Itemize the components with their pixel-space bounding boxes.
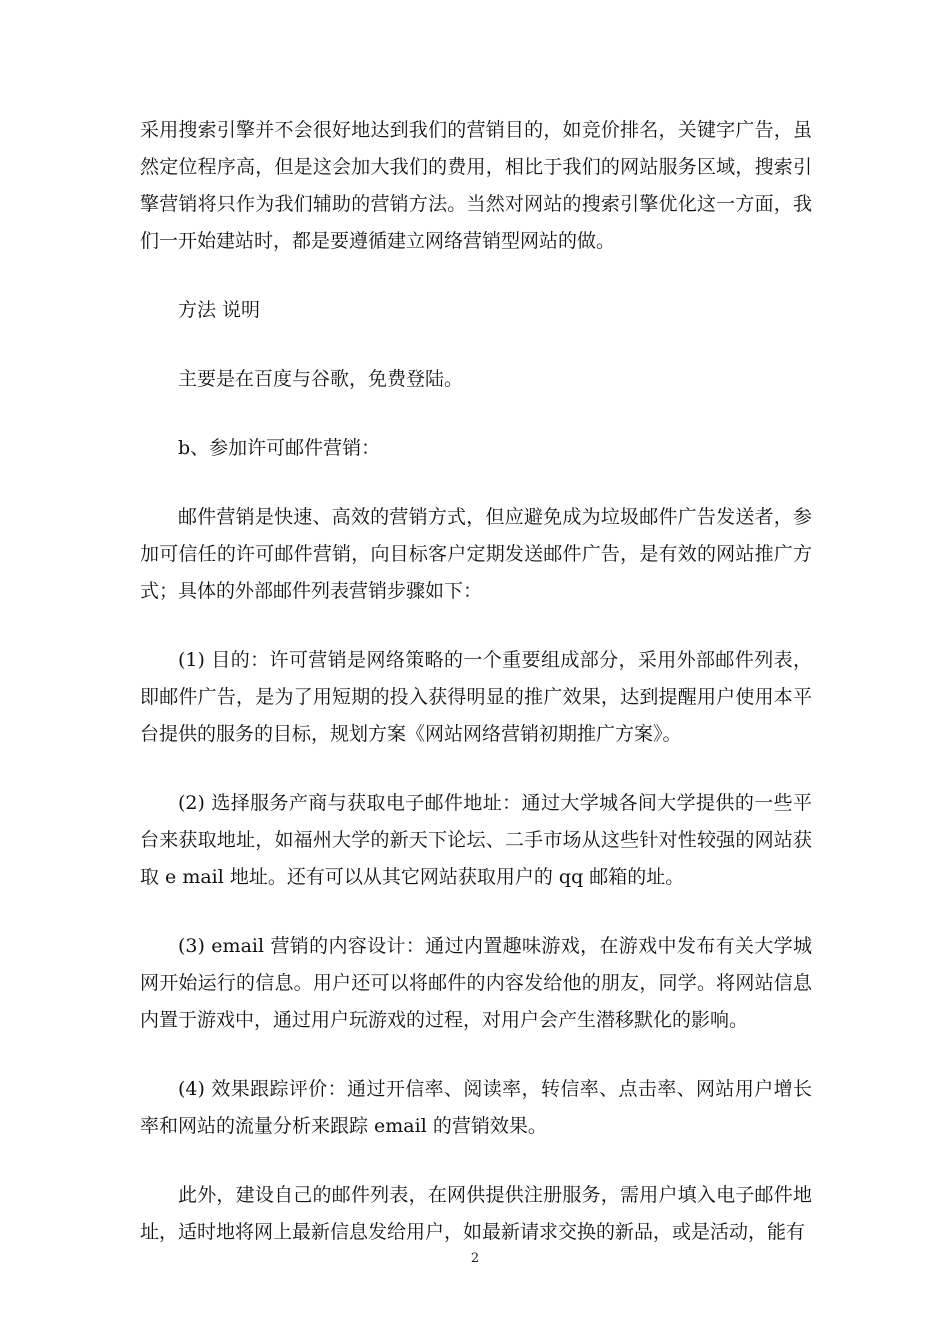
- paragraph-email-marketing: 邮件营销是快速、高效的营销方式，但应避免成为垃圾邮件广告发送者，参加可信任的许可邮件营销，向目标客户定期发送邮件广告，是有效的网站推广方式；具体的外部邮件列表营销步骤如下：: [140, 506, 812, 602]
- paragraph-baidu-google: 主要是在百度与谷歌，免费登陆。: [178, 368, 464, 390]
- paragraph-own-mailing-list: 此外，建设自己的邮件列表，在网供提供注册服务，需用户填入电子邮件地址，适时地将网上最新信息发给用户，如最新请求交换的新品，或是活动，能有: [140, 1184, 812, 1243]
- paragraph-search-engine: 采用搜索引擎并不会很好地达到我们的营销目的，如竞价排名，关键字广告，虽然定位程序高，但是这会加大我们的费用，相比于我们的网站服务区域，搜索引擎营销将只作为我们辅助的营销方法。当然对网站的搜索引擎优化这一方面，我们一开始建站时，都是要遵循建立网络营销型网站的做。: [140, 119, 812, 252]
- paragraph-step-3: (3) email 营销的内容设计：通过内置趣味游戏，在游戏中发布有关大学城网开始运行的信息。用户还可以将邮件的内容发给他的朋友，同学。将网站信息内置于游戏中，通过用户玩游戏的过程，对用户会产生潜移默化的影响。: [140, 935, 812, 1031]
- paragraph-section-b-heading: b、参加许可邮件营销：: [178, 437, 381, 459]
- document-body: [140, 112, 812, 1283]
- paragraph-method-heading: 方法 说明: [178, 299, 261, 321]
- paragraph-step-2: (2) 选择服务产商与获取电子邮件地址：通过大学城各间大学提供的一些平台来获取地址，如福州大学的新天下论坛、二手市场从这些针对性较强的网站获取 e mail 地址。还有可以从其它网站获取用户的 qq 邮箱的址。: [140, 792, 812, 888]
- paragraph-step-4: (4) 效果跟踪评价：通过开信率、阅读率，转信率、点击率、网站用户增长率和网站的流量分析来跟踪 email 的营销效果。: [140, 1078, 812, 1137]
- page-number: 2: [470, 1251, 480, 1266]
- paragraph-step-1: (1) 目的：许可营销是网络策略的一个重要组成部分，采用外部邮件列表，即邮件广告，是为了用短期的投入获得明显的推广效果，达到提醒用户使用本平台提供的服务的目标，规划方案《网站网络营销初期推广方案》。: [140, 649, 812, 745]
